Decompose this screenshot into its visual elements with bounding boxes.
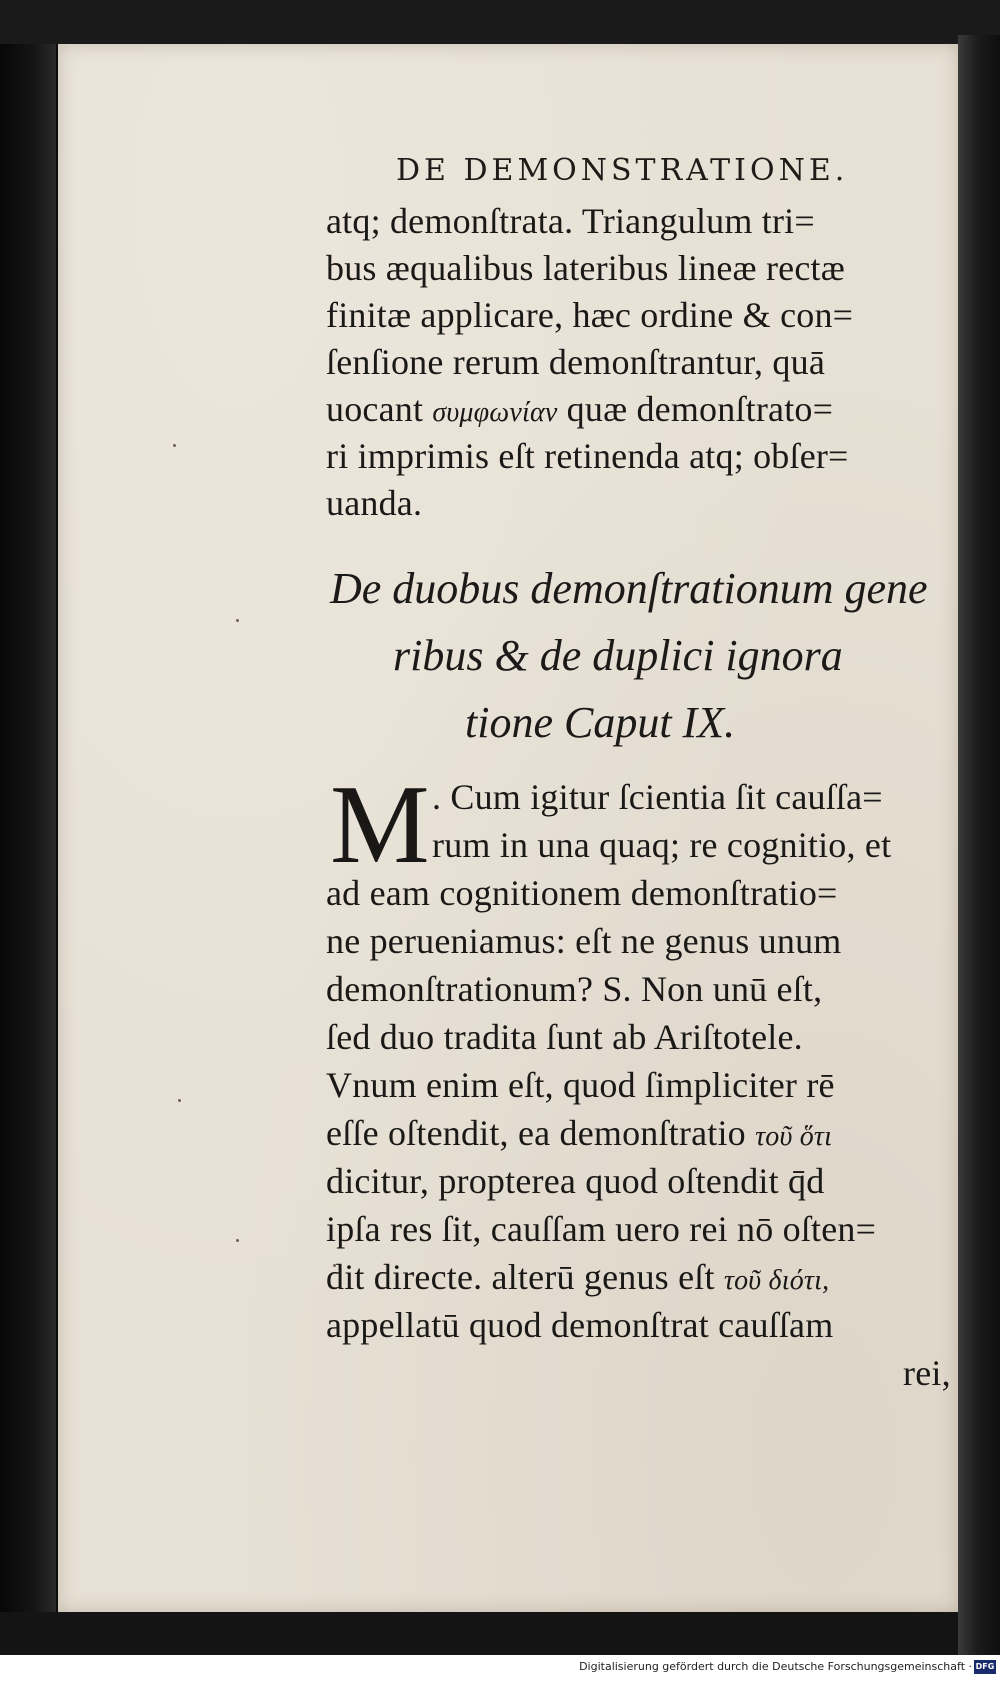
greek-word: τοῦ ὅτι (755, 1121, 833, 1152)
ink-speck (178, 1099, 181, 1102)
text-line: Vnum enim eſt, quod ſimpliciter rē (326, 1065, 835, 1105)
running-head: DE DEMONSTRATIONE. (396, 153, 849, 188)
text-line: ne perueniamus: eſt ne genus unum (326, 921, 842, 961)
ink-speck (236, 619, 239, 622)
chapter-heading-line: tione Caput IX. (465, 698, 736, 747)
catchword: rei, (903, 1353, 951, 1393)
text-line: ad eam cognitionem demonſtratio= (326, 873, 838, 913)
text-line: atq; demonſtrata. Triangulum tri= (326, 201, 815, 241)
top-shadow (0, 0, 1000, 44)
text-line: dit directe. alterū genus eſt τοῦ διότι, (326, 1257, 830, 1297)
text-line: rum in una quaq; re cognitio, et (432, 825, 892, 865)
text-line: ri imprimis eſt retinenda atq; obſer= (326, 436, 849, 476)
text-line: . Cum igitur ſcientia ſit cauſſa= (432, 777, 883, 817)
text-line: dicitur, propterea quod oſtendit q̄d (326, 1161, 825, 1201)
ink-speck (236, 1239, 239, 1242)
bottom-shadow (0, 1612, 1000, 1655)
text-line: appellatū quod demonſtrat cauſſam (326, 1305, 834, 1345)
text-line: finitæ applicare, hæc ordine & con= (326, 295, 854, 335)
text-line: ſenſione rerum demonſtrantur, quā (326, 342, 825, 382)
page-edge (958, 35, 1000, 1655)
dfg-logo-icon: DFG (974, 1660, 996, 1674)
text-line: bus æqualibus lateribus lineæ rectæ (326, 248, 845, 288)
text-line: uocant συμφωνίαν quæ demonſtrato= (326, 389, 834, 429)
text-line: ipſa res ſit, cauſſam uero rei nō oſten= (326, 1209, 877, 1249)
digitization-credit: Digitalisierung gefördert durch die Deutsche Forschungsgemeinschaft · (579, 1660, 972, 1673)
greek-word: τοῦ διότι, (723, 1265, 830, 1296)
greek-word: συμφωνίαν (432, 397, 558, 428)
ink-speck (173, 444, 176, 447)
drop-cap: M (330, 763, 430, 887)
text-line: ſed duo tradita ſunt ab Ariſtotele. (326, 1017, 803, 1057)
text-line: demonſtrationum? S. Non unū eſt, (326, 969, 823, 1009)
chapter-heading-line: De duobus demonſtrationum gene (330, 564, 928, 613)
chapter-heading-line: ribus & de duplici ignora (393, 631, 843, 680)
text-line: eſſe oſtendit, ea demonſtratio τοῦ ὅτι (326, 1113, 833, 1153)
binding-shadow (0, 0, 56, 1655)
text-line: uanda. (326, 483, 423, 523)
